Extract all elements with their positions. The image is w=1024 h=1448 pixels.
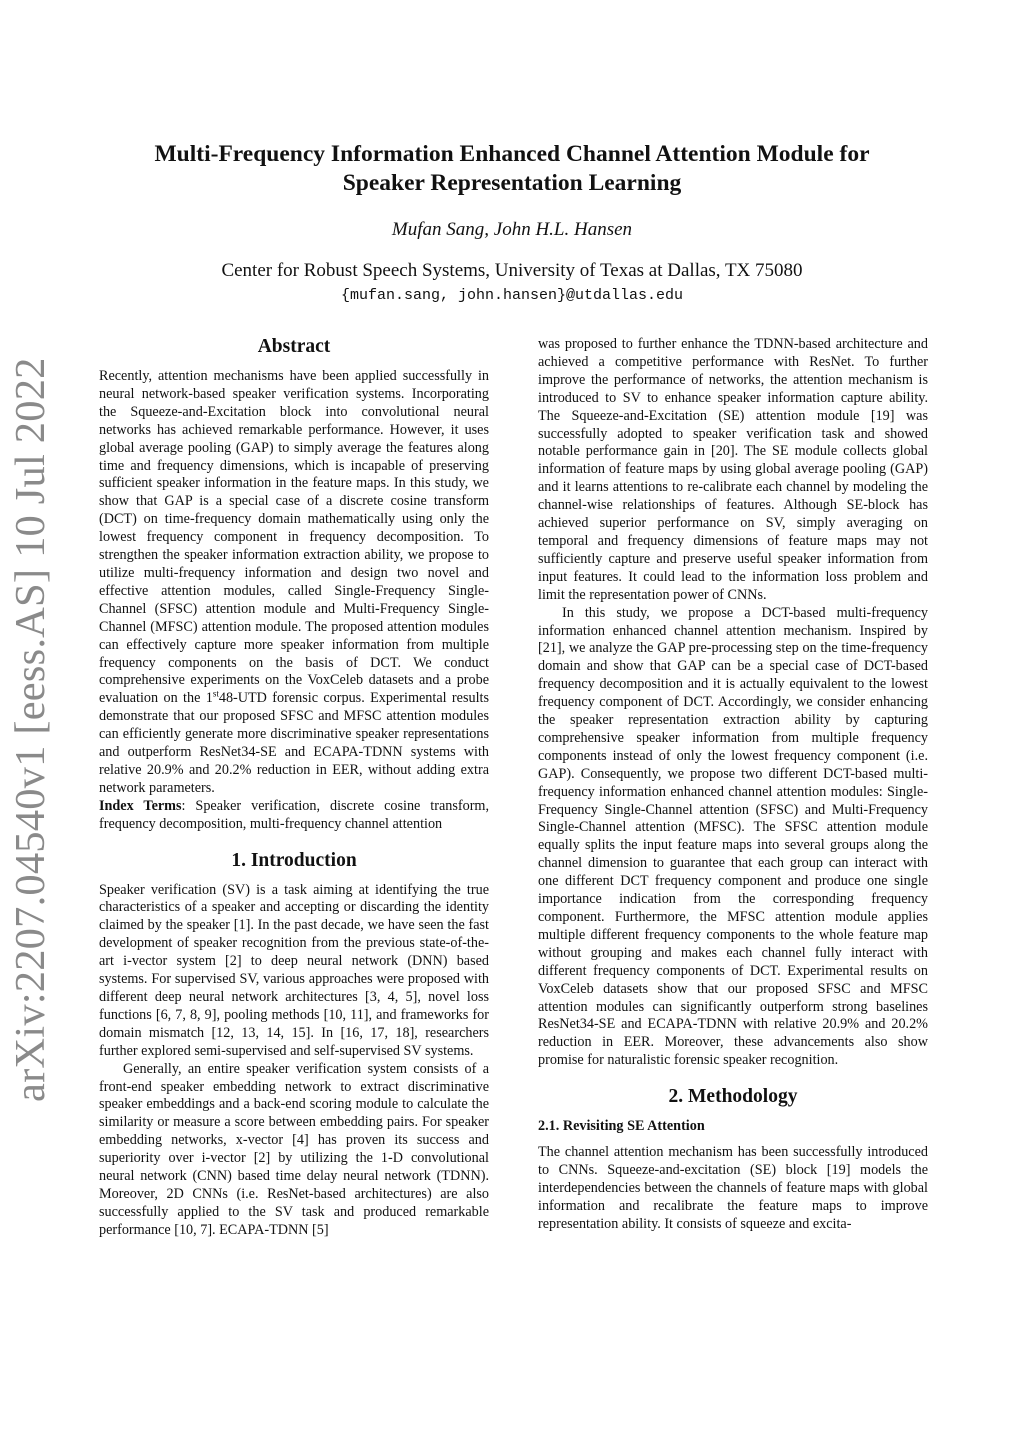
abstract-superscript: st — [212, 688, 219, 699]
abstract-text-end: 48-UTD forensic corpus. Experimental results demonstrate that our proposed SFSC and MFSC attention modules can efficiently generate more discriminative speaker representations and outperform ResNet34-SE and ECAPA-TDNN systems with relative 20.9% and 20.2% reduction in EER, without adding extra network parameters. — [99, 690, 489, 796]
author-affiliation: Center for Robust Speech Systems, University of Texas at Dallas, TX 75080 — [221, 260, 803, 281]
intro-paragraph-4: In this study, we propose a DCT-based multi-frequency information enhanced channel attention mechanism. Inspired by [21], we analyze the GAP pre-processing step on the time-frequency domain and show that GAP can be a special case of DCT-based frequency decomposition and it is actually equivalent to the lowest frequency component of DCT. Accordingly, we consider enhancing the speaker representation extraction ability by capturing comprehensive speaker information from multiple frequency components instead of only the lowest frequency component (i.e. GAP). Consequently, we propose two different DCT-based multi-frequency information enhanced channel attention modules: Single-Frequency Single-Channel attention (SFSC) and Multi-Frequency Single-Channel attention (MFSC). The SFSC attention module equally splits the input feature maps into several groups along the channel dimension to guarantee that each group can interact with one different DCT frequency component and produce one single importance indication from the corresponding frequency component. Furthermore, the MFSC attention module applies multiple different frequency components to the whole feature map without grouping and makes each channel fully interact with different frequency components of DCT. Experimental results on VoxCeleb datasets show that our proposed SFSC and MFSC attention modules can significantly outperform strong baselines ResNet34-SE and ECAPA-TDNN with relative 20.9% and 20.2% reduction in EER. Moreover, these advancements also show promise for naturalistic forensic speaker recognition. — [538, 604, 928, 1069]
arxiv-identifier-stamp: arXiv:2207.04540v1 [eess.AS] 10 Jul 2022 — [7, 357, 54, 1102]
intro-paragraph-3: was proposed to further enhance the TDNN-based architecture and achieved a competitive performance with ResNet. To further improve the performance of networks, the attention mechanism is introduced to SV to enhance speaker information capture ability. The Squeeze-and-Excitation (SE) attention module [19] was successfully adopted to speaker verification task and showed notable performance gain in [20]. The SE module collects global information of feature maps by using global average pooling (GAP) and it learns attentions to re-calibrate each channel by modeling the channel-wise relationships of features. Although SE-block has achieved superior performance on SV, simply averaging on temporal and frequency dimensions of feature maps may not sufficiently capture and preserve useful speaker information from input features. It could lead to the information loss problem and limit the representation power of CNNs. — [538, 336, 928, 603]
left-column — [99, 336, 489, 1240]
paper-title: Multi-Frequency Information Enhanced Channel Attention Module for Speaker Representation Learning — [154, 141, 870, 196]
index-terms — [99, 798, 489, 834]
abstract-text — [99, 368, 489, 798]
intro-paragraph-1: Speaker verification (SV) is a task aiming at identifying the true characteristics of a speaker and accepting or discarding the identity claimed by the speaker [1]. In the past decade, we have seen the fast development of speaker recognition from the previous state-of-the-art i-vector system [2] to deep neural network (DNN) based systems. For supervised SV, various approaches were proposed with different deep neural network architectures [3, 4, 5], novel loss functions [6, 7, 8, 9], pooling methods [10, 11], and frameworks for domain mismatch [12, 13, 14, 15]. In [16, 17, 18], researchers further explored semi-supervised and self-supervised SV systems. — [99, 881, 489, 1059]
introduction-heading: 1. Introduction — [231, 849, 357, 871]
se-attention-subheading: 2.1. Revisiting SE Attention — [538, 1118, 705, 1135]
abstract-text-main: Recently, attention mechanisms have been applied successfully in neural network-based speaker verification systems. Incorporating the Squeeze-and-Excitation block into convolutional neural networks has achieved remarkable performance. However, it uses global average pooling (GAP) to simply average the features along time and frequency dimensions, which is incapable of preserving sufficient speaker information in the feature maps. In this study, we show that GAP is a special case of a discrete cosine transform (DCT) on time-frequency domain mathematically using only the lowest frequency component in frequency decomposition. To strengthen the speaker information extraction ability, we propose to utilize multi-frequency information and design two novel and effective attention modules, called Single-Frequency Single-Channel (SFSC) attention module and Multi-Frequency Single-Channel (MFSC) attention module. The proposed attention modules can effectively capture more speaker information from multiple frequency components on the basis of DCT. We conduct comprehensive experiments on the VoxCeleb datasets and a probe evaluation on the 1 — [99, 368, 489, 707]
index-terms-label: Index Terms — [99, 797, 182, 814]
intro-paragraph-2: Generally, an entire speaker verification system consists of a front-end speaker embedding network to extract discriminative speaker embeddings and a back-end scoring module to calculate the similarity or measure a score between embedding pairs. For speaker embedding networks, x-vector [4] has proven its success and superiority over i-vector [2] by utilizing the 1-D convolutional neural network (CNN) based time delay neural network (TDNN). Moreover, 2D CNNs (i.e. ResNet-based architectures) are also successfully applied to the SV task and produced remarkable performance [10, 7]. ECAPA-TDNN [5] — [99, 1060, 489, 1238]
methodology-heading: 2. Methodology — [668, 1086, 798, 1108]
paper-authors: Mufan Sang, John H.L. Hansen — [391, 219, 633, 240]
abstract-heading: Abstract — [257, 336, 331, 357]
right-column — [538, 336, 928, 1234]
author-email: {mufan.sang, john.hansen}@utdallas.edu — [340, 287, 684, 304]
methodology-paragraph-1: The channel attention mechanism has been successfully introduced to CNNs. Squeeze-and-excitation (SE) block [19] models the interdependencies between the channels of feature maps with global information and recalibrate the feature maps to improve representation ability. It consists of squeeze and excita- — [538, 1144, 928, 1232]
index-terms-text: : Speaker verification, discrete cosine transform, frequency decomposition, multi-frequency channel attention — [99, 797, 490, 832]
